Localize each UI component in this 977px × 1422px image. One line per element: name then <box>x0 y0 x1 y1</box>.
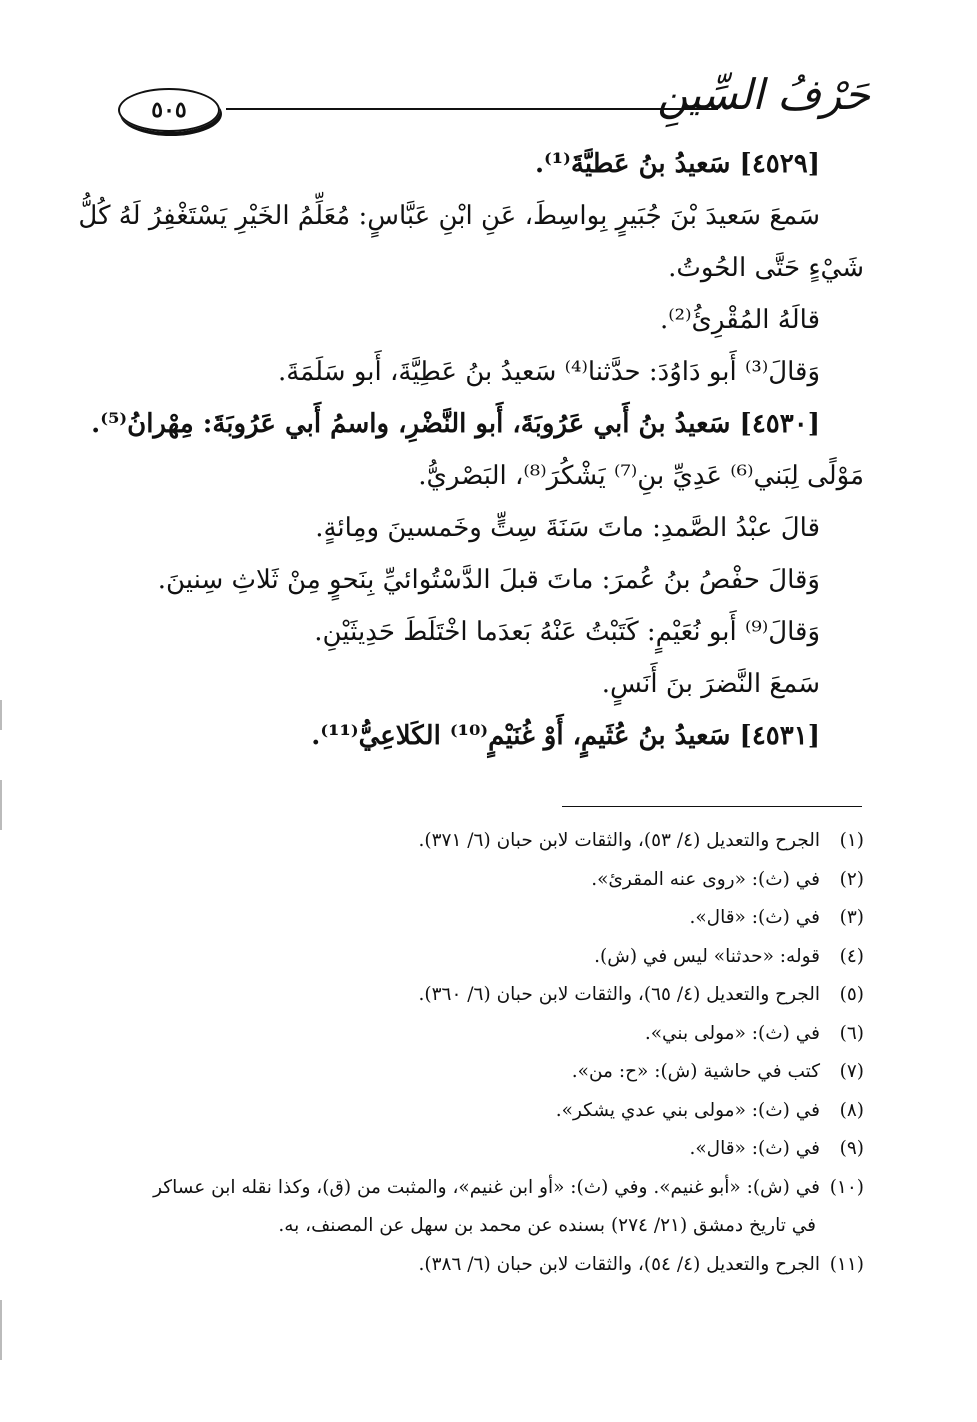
footnote-separator <box>562 806 862 807</box>
footnote-number: (٤) <box>839 945 864 967</box>
text-line: قالَ عبْدُ الصَّمدِ: ماتَ سَنَةَ سِتٍّ وخَمسينَ ومِائةٍ. <box>315 513 820 543</box>
footnote <box>112 861 864 900</box>
text-line: سَمعَ سَعيدَ بْنَ جُبَيرٍ بِواسِطَ، عَنِ ابْنِ عَبَّاسٍ: مُعَلِّمُ الخَيْرِ يَسْتَغْفِرُ لَهُ كُلُّ <box>78 201 820 231</box>
text-line: سَمعَ النَّضرَ بنَ أَنَسٍ. <box>601 669 820 699</box>
footnote <box>112 938 864 977</box>
main-text <box>78 138 864 762</box>
footnote-number: (٥) <box>839 984 864 1005</box>
footnote-number: (١) <box>839 830 864 851</box>
footnote <box>112 1092 864 1131</box>
footnote <box>112 899 864 938</box>
footnote <box>112 1015 864 1054</box>
text-line: وَقالَ⁽⁹⁾ أَبو نُعَيْمٍ: كَتَبْتُ عَنْهُ بَعدَما اخْتَلَطَ حَدِيثَيْنِ. <box>314 617 820 647</box>
scan-margin-mark <box>0 700 2 730</box>
footnote-text: في (ش): «أبو غنيم». وفي (ث): «أو ابن غنيم»، والمثبت من (ق)، وكذا نقله ابن عساكر <box>153 1176 820 1198</box>
entry-heading: [٤٥٢٩] سَعيدُ بنُ عَطيَّةَ⁽¹⁾. <box>534 149 820 179</box>
text-line: مَوْلًى لِبَني⁽⁶⁾ عَدِيِّ بنِ⁽⁷⁾ يَشْكُرَ⁽⁸⁾، البَصْريُّ. <box>418 461 864 491</box>
footnote <box>112 976 864 1015</box>
footnote-number: (٨) <box>839 1099 864 1121</box>
footnote-number: (٢) <box>839 868 864 890</box>
entry-heading: [٤٥٣١] سَعيدُ بنُ عُثَيمٍ، أَوْ غُنَيْمٍ⁽¹⁰⁾ الكَلاعِيُّ⁽¹¹⁾. <box>311 721 820 751</box>
footnote-text: في (ث): «قال». <box>689 907 820 928</box>
page-header <box>110 72 870 132</box>
footnote-number: (٩) <box>839 1138 864 1159</box>
footnote-number: (١٠) <box>829 1176 864 1198</box>
footnote-text: قوله: «حدثنا» ليس في (ش). <box>594 945 820 967</box>
footnote-number: (١١) <box>829 1253 864 1275</box>
footnote <box>112 1246 864 1285</box>
scan-margin-mark <box>0 1300 2 1360</box>
footnote-text: في (ث): «قال». <box>689 1138 820 1159</box>
footnotes <box>112 822 864 1284</box>
footnote <box>112 1130 864 1169</box>
footnote <box>112 822 864 861</box>
entry-heading: [٤٥٣٠] سَعيدُ بنُ أَبي عَرُوبَةَ، أَبو النَّضْرِ، واسمُ أَبي عَرُوبَةَ: مِهْرانُ⁽⁵⁾. <box>91 409 820 439</box>
footnote-number: (٦) <box>839 1022 864 1044</box>
chapter-title: حَرْفُ السِّينِ <box>657 70 870 119</box>
footnote-text: في (ث): «مولى بني عدي يشكر». <box>555 1099 820 1121</box>
footnote-text: في (ث): «روى عنه المقرئ». <box>591 868 820 890</box>
text-line: وَقالَ حفْصُ بنُ عُمرَ: ماتَ قبلَ الدَّسْتُوائيِّ بِنَحوٍ مِنْ ثَلاثِ سِنينَ. <box>157 565 820 595</box>
scan-margin-mark <box>0 780 2 830</box>
footnote <box>112 1169 864 1208</box>
footnote-continuation: في تاريخ دمشق (٢١/ ٢٧٤) بسنده عن محمد بن سهل عن المصنف، به. <box>278 1215 816 1236</box>
footnote-number: (٧) <box>839 1061 864 1082</box>
page-number-badge: ٥٠٥ <box>118 88 220 132</box>
footnote-number: (٣) <box>839 907 864 928</box>
text-line: شَيْءٍ حَتَّى الحُوتُ. <box>668 253 864 283</box>
footnote-text: الجرح والتعديل (٤/ ٦٥)، والثقات لابن حبان (٦/ ٣٦٠). <box>418 984 820 1005</box>
footnote-text: في (ث): «مولى بني». <box>644 1022 820 1044</box>
header-rule <box>226 108 718 110</box>
footnote <box>112 1053 864 1092</box>
footnote-text: كتب في حاشية (ش): «ح: من». <box>571 1061 820 1082</box>
text-line: وَقالَ⁽³⁾ أَبو دَاوُدَ: حدَّثنا⁽⁴⁾ سَعيدُ بنُ عَطِيَّةَ، أَبو سَلَمَةَ. <box>277 357 820 387</box>
footnote-text: الجرح والتعديل (٤/ ٥٤)، والثقات لابن حبان (٦/ ٣٨٦). <box>418 1253 820 1275</box>
footnote-text: الجرح والتعديل (٤/ ٥٣)، والثقات لابن حبان (٦/ ٣٧١). <box>418 830 820 851</box>
text-line: قالَهُ المُقْرِئُ⁽²⁾. <box>660 305 820 335</box>
